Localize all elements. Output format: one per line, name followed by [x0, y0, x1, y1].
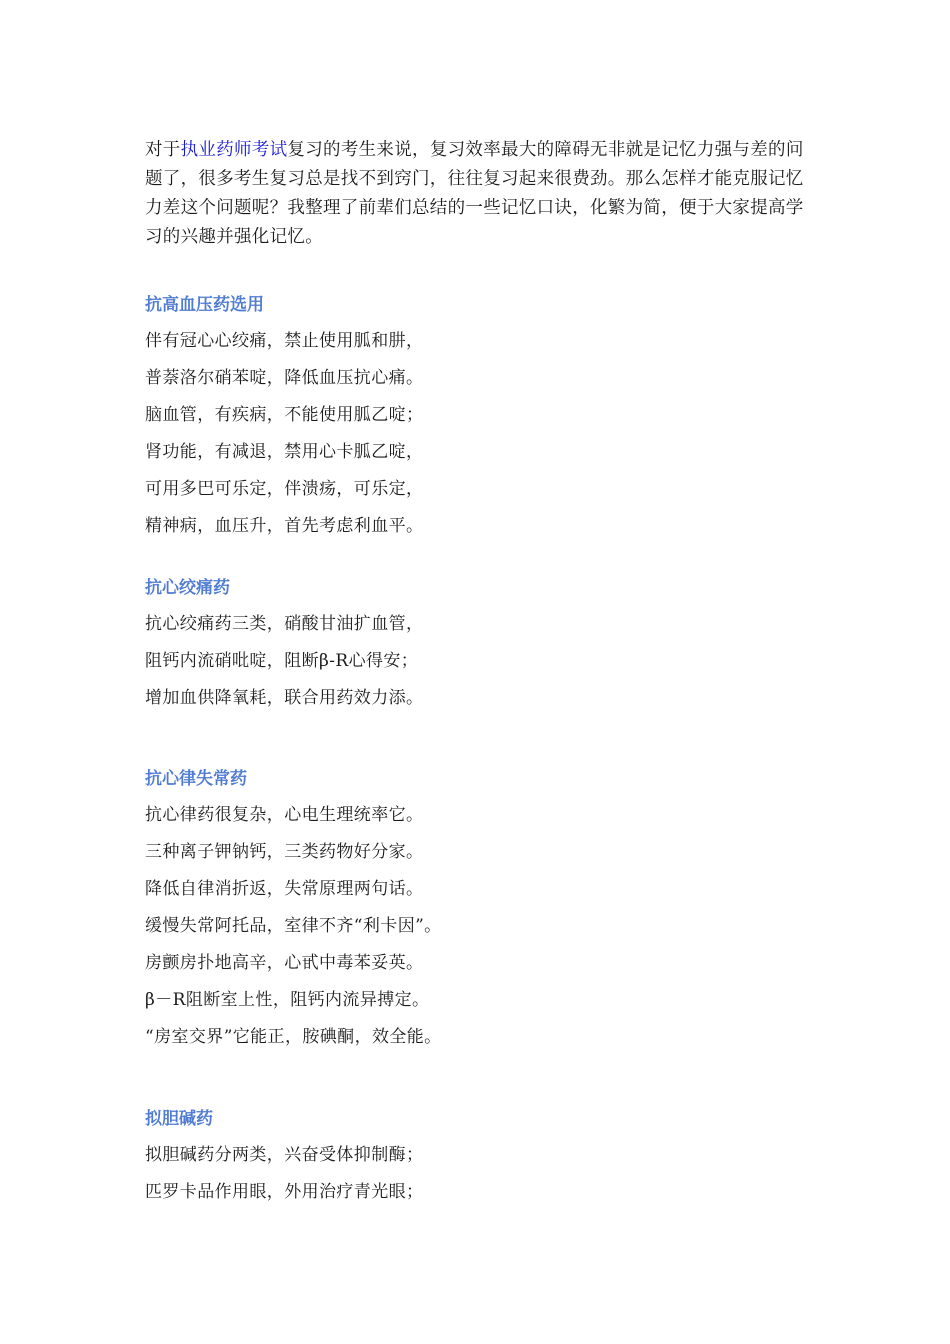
- verse-line: 精神病，血压升，首先考虑利血平。: [145, 516, 424, 536]
- verse-line: 可用多巴可乐定，伴溃疡，可乐定，: [145, 479, 424, 499]
- verse-line: “房室交界”它能正，胺碘酮，效全能。: [145, 1027, 442, 1047]
- verse-line: 肾功能，有减退，禁用心卡胍乙啶，: [145, 442, 424, 462]
- verse-line: 伴有冠心心绞痛，禁止使用胍和肼，: [145, 331, 424, 351]
- verse-line: 匹罗卡品作用眼，外用治疗青光眼；: [145, 1182, 424, 1202]
- verse-line: 增加血供降氧耗，联合用药效力添。: [145, 688, 424, 708]
- section-antihypertensive: [145, 287, 805, 545]
- verse-line: 抗心律药很复杂，心电生理统率它。: [145, 805, 424, 825]
- verse-line: 普萘洛尔硝苯啶，降低血压抗心痛。: [145, 368, 424, 388]
- section-antianginal: [145, 570, 805, 717]
- section-heading: 抗心律失常药: [145, 769, 247, 789]
- verse-line: 缓慢失常阿托品，室律不齐“利卡因”。: [145, 916, 442, 936]
- section-antiarrhythmic: [145, 761, 805, 1056]
- verse-line: 拟胆碱药分两类，兴奋受体抑制酶；: [145, 1145, 424, 1165]
- intro-paragraph: [145, 136, 805, 252]
- verse-line: 三种离子钾钠钙，三类药物好分家。: [145, 842, 424, 862]
- section-heading: 拟胆碱药: [145, 1109, 213, 1129]
- verse-line: 降低自律消折返，失常原理两句话。: [145, 879, 424, 899]
- verse-line: 脑血管，有疾病，不能使用胍乙啶；: [145, 405, 424, 425]
- section-cholinomimetic: [145, 1101, 805, 1211]
- verse-line: 房颤房扑地高辛，心甙中毒苯妥英。: [145, 953, 424, 973]
- intro-text-rest: 复习的考生来说，复习效率最大的障碍无非就是记忆力强与差的问题了，很多考生复习总是找不到窍门，往往复习起来很费劲。那么怎样才能克服记忆力差这个问题呢？我整理了前辈们总结的一些记忆口诀，化繁为简，便于大家提高学习的兴趣并强化记忆。: [145, 140, 804, 247]
- intro-text-start: 对于: [145, 140, 181, 160]
- section-heading: 抗高血压药选用: [145, 295, 264, 315]
- section-heading: 抗心绞痛药: [145, 578, 230, 598]
- verse-line: 阻钙内流硝吡啶，阻断β-R心得安；: [145, 651, 419, 671]
- verse-line: 抗心绞痛药三类，硝酸甘油扩血管，: [145, 614, 424, 634]
- verse-line: β－R阻断室上性，阻钙内流异搏定。: [145, 990, 430, 1010]
- exam-link[interactable]: 执业药师考试: [180, 140, 288, 160]
